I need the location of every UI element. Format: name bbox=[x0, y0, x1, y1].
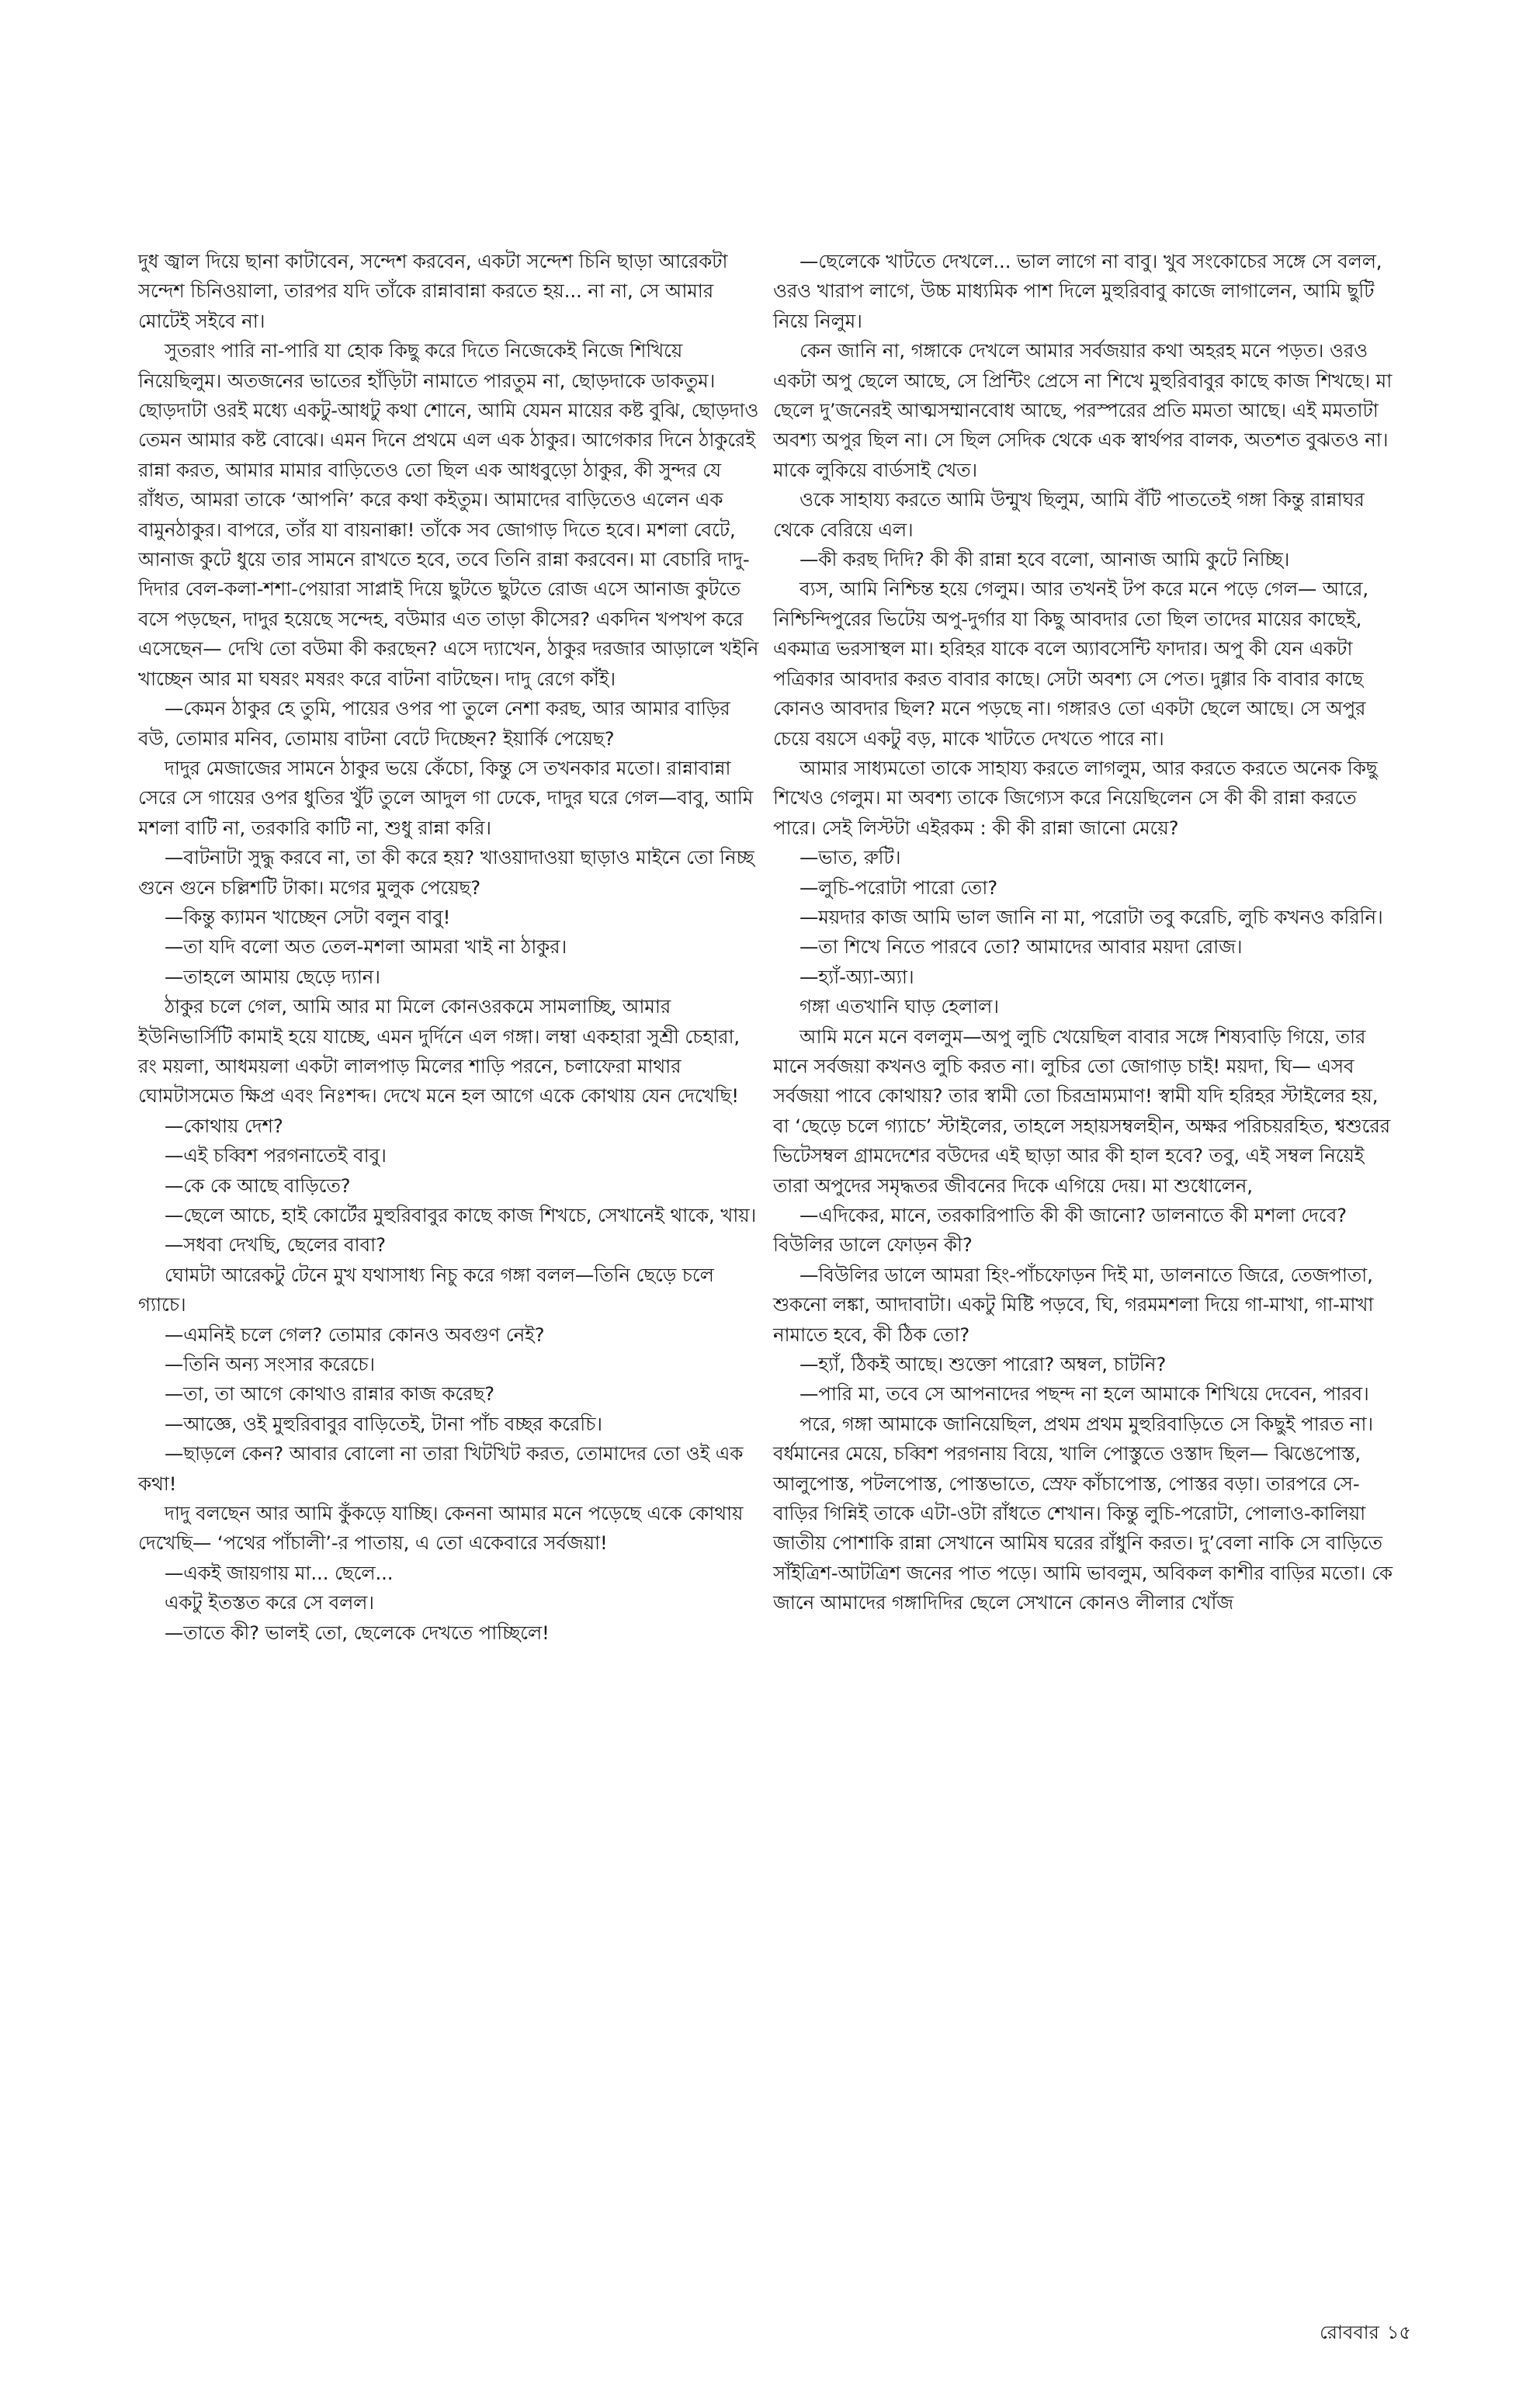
paragraph: —একই জায়গায় মা... ছেলে... bbox=[165, 1561, 394, 1584]
paragraph: —তাহলে আমায় ছেড়ে দ্যান। bbox=[165, 965, 380, 988]
paragraph: ওকে সাহায্য করতে আমি উন্মুখ ছিলুম, আমি বঁটি পাততেই গঙ্গা কিন্তু রান্নাঘর থেকে বেরিয়ে এল। bbox=[773, 488, 1365, 541]
paragraph: ব্যস, আমি নিশ্চিন্ত হয়ে গেলুম। আর তখনই টপ করে মনে পড়ে গেল— আরে, নিশ্চিন্দিপুরের ভিটেয় অপু-দুর্গার যা কিছু আবদার তো ছিল তাদের মায়ের কাছেই, একমাত্র ভরসাস্থল মা। হরিহর যাকে বলে অ্যাবসেন্টি ফাদার। অপু কী যেন একটা পত্রিকার আবদার করত বাবার কাছে। সেটা অবশ্য সে পেত। দুগ্গার কি বাবার কাছে কোনও আবদার ছিল? মনে পড়ছে না। গঙ্গারও তো একটা ছেলে আছে। সে অপুর চেয়ে বয়সে একটু বড়, মাকে খাটতে দেখতে পারে না। bbox=[773, 577, 1368, 750]
paragraph: —তিনি অন্য সংসার করেচে। bbox=[165, 1353, 375, 1376]
paragraph: —কিন্তু ক্যামন খাচ্ছেন সেটা বলুন বাবু! bbox=[165, 905, 451, 928]
paragraph: —তা যদি বলো অত তেল-মশলা আমরা খাই না ঠাকুর। bbox=[165, 935, 567, 959]
paragraph: —কী করছ দিদি? কী কী রান্না হবে বলো, আনাজ আমি কুটে নিচ্ছি। bbox=[799, 548, 1290, 571]
paragraph: —এমনিই চলে গেল? তোমার কোনও অবগুণ নেই? bbox=[165, 1323, 545, 1346]
page-footer bbox=[1264, 2321, 1411, 2344]
right-text-column bbox=[773, 247, 1394, 1618]
paragraph: —হ্যাঁ, ঠিকই আছে। শুক্তো পারো? অম্বল, চাটনি? bbox=[799, 1353, 1167, 1376]
paragraph: আমি মনে মনে বললুম—অপু লুচি খেয়েছিল বাবার সঙ্গে শিষ্যবাড়ি গিয়ে, তার মানে সর্বজয়া কখনও লুচি করত না। লুচির তো জোগাড় চাই! ময়দা, ঘি— এসব সর্বজয়া পাবে কোথায়? তার স্বামী তো চিরভ্রাম্যমাণ! স্বামী যদি হরিহর স্টাইলের হয়, বা ‘ছেড়ে চলে গ্যাচে’ স্টাইলের, তাহলে সহায়সম্বলহীন, অক্ষর পরিচয়রহিত, শ্বশুরের ভিটেসম্বল গ্রামদেশের বউদের এই ছাড়া আর কী হাল হবে? তবু, এই সম্বল নিয়েই তারা অপুদের সমৃদ্ধতর জীবনের দিকে এগিয়ে দেয়। মা শুধোলেন, bbox=[773, 1025, 1390, 1197]
paragraph: —লুচি-পরোটা পারো তো? bbox=[799, 876, 998, 899]
paragraph: —বিউলির ডালে আমরা হিং-পাঁচফোড়ন দিই মা, ডালনাতে জিরে, তেজপাতা, শুকনো লঙ্কা, আদাবাটা। একটু মিষ্টি পড়বে, ঘি, গরমমশলা দিয়ে গা-মাখা, গা-মাখা নামাতে হবে, কী ঠিক তো? bbox=[773, 1263, 1374, 1346]
section-name: রোববার bbox=[1320, 2322, 1379, 2343]
paragraph: —সধবা দেখছি, ছেলের বাবা? bbox=[165, 1233, 386, 1257]
paragraph: ঘোমটা আরেকটু টেনে মুখ যথাসাধ্য নিচু করে গঙ্গা বলল—তিনি ছেড়ে চলে গ্যাচে। bbox=[138, 1263, 714, 1316]
paragraph: —তাতে কী? ভালই তো, ছেলেকে দেখতে পাচ্ছিলে! bbox=[165, 1621, 550, 1644]
paragraph: দুধ জ্বাল দিয়ে ছানা কাটাবেন, সন্দেশ করবেন, একটা সন্দেশ চিনি ছাড়া আরেকটা সন্দেশ চিনিওয়ালা, তারপর যদি তাঁকে রান্নাবান্না করতে হয়... না না, সে আমার মোটেই সইবে না। bbox=[138, 250, 728, 332]
paragraph: —কোথায় দেশ? bbox=[165, 1114, 283, 1137]
page-number: ১৫ bbox=[1386, 2322, 1411, 2343]
paragraph: —ময়দার কাজ আমি ভাল জানি না মা, পরোটা তবু করেচি, লুচি কখনও করিনি। bbox=[799, 905, 1383, 928]
paragraph: —পারি মা, তবে সে আপনাদের পছন্দ না হলে আমাকে শিখিয়ে দেবেন, পারব। bbox=[799, 1382, 1369, 1406]
paragraph: —আজ্ঞে, ওই মুহুরিবাবুর বাড়িতেই, টানা পাঁচ বচ্ছর করেচি। bbox=[165, 1412, 602, 1435]
paragraph: দাদুর মেজাজের সামনে ঠাকুর ভয়ে কেঁচো, কিন্তু সে তখনকার মতো। রান্নাবান্না সেরে সে গায়ের ওপর ধুতির খুঁট তুলে আদুল গা ঢেকে, দাদুর ঘরে গেল—বাবু, আমি মশলা বাটি না, তরকারি কাটি না, শুধু রান্না করি। bbox=[138, 756, 754, 839]
paragraph: —কে কে আছে বাড়িতে? bbox=[165, 1174, 351, 1197]
paragraph: —ভাত, রুটি। bbox=[799, 846, 901, 869]
paragraph: —কেমন ঠাকুর হে তুমি, পায়ের ওপর পা তুলে নেশা করছ, আর আমার বাড়ির বউ, তোমার মনিব, তোমায় বাটনা বেটে দিচ্ছেন? ইয়ার্কি পেয়েছ? bbox=[138, 697, 730, 750]
paragraph: দাদু বলছেন আর আমি কুঁকড়ে যাচ্ছি। কেননা আমার মনে পড়েছে একে কোথায় দেখেছি— ‘পথের পাঁচালী’-র পাতায়, এ তো একেবারে সর্বজয়া! bbox=[138, 1502, 744, 1555]
paragraph: একটু ইতস্তত করে সে বলল। bbox=[165, 1591, 374, 1614]
paragraph: —ছাড়লে কেন? আবার বোলো না তারা খিটখিট করত, তোমাদের তো ওই এক কথা! bbox=[138, 1442, 744, 1495]
paragraph: —হ্যাঁ-অ্যা-অ্যা। bbox=[799, 965, 914, 988]
paragraph: পরে, গঙ্গা আমাকে জানিয়েছিল, প্রথম প্রথম মুহুরিবাড়িতে সে কিছুই পারত না। বর্ধমানের মেয়ে, চব্বিশ পরগনায় বিয়ে, খালি পোস্তুতে ওস্তাদ ছিল— ঝিঙেপোস্ত, আলুপোস্ত, পটলপোস্ত, পোস্তভাতে, স্রেফ কাঁচাপোস্ত, পোস্তর বড়া। তারপরে সে-বাড়ির গিন্নিই তাকে এটা-ওটা রাঁধতে শেখান। কিন্তু লুচি-পরোটা, পোলাও-কালিয়া জাতীয় পোশাকি রান্না সেখানে আমিষ ঘরের রাঁধুনি করত। দু’বেলা নাকি সে বাড়িতে সাঁইত্রিশ-আটত্রিশ জনের পাত পড়ে। আমি ভাবলুম, অবিকল কাশীর বাড়ির মতো। কে জানে আমাদের গঙ্গাদিদির ছেলে সেখানে কোনও লীলার খোঁজ bbox=[773, 1412, 1393, 1614]
paragraph: আমার সাধ্যমতো তাকে সাহায্য করতে লাগলুম, আর করতে করতে অনেক কিছু শিখেও গেলুম। মা অবশ্য তাকে জিগ্যেস করে নিয়েছিলেন সে কী কী রান্না করতে পারে। সেই লিস্টটা এইরকম : কী কী রান্না জানো মেয়ে? bbox=[773, 756, 1378, 839]
paragraph: —ছেলে আচে, হাই কোর্টের মুহুরিবাবুর কাছে কাজ শিখচে, সেখানেই থাকে, খায়। bbox=[165, 1204, 757, 1226]
paragraph: —এই চব্বিশ পরগনাতেই বাবু। bbox=[165, 1144, 387, 1167]
paragraph: ঠাকুর চলে গেল, আমি আর মা মিলে কোনওরকমে সামলাচ্ছি, আমার ইউনিভার্সিটি কামাই হয়ে যাচ্ছে, এমন দুর্দিনে এল গঙ্গা। লম্বা একহারা সুশ্রী চেহারা, রং ময়লা, আধময়লা একটা লালপাড় মিলের শাড়ি পরনে, চলাফেরা মাথার ঘোমটাসমেত ক্ষিপ্র এবং নিঃশব্দ। দেখে মনে হল আগে একে কোথায় যেন দেখেছি! bbox=[138, 995, 741, 1108]
left-text-column bbox=[138, 247, 759, 1648]
paragraph: গঙ্গা এতখানি ঘাড় হেলাল। bbox=[799, 995, 999, 1018]
paragraph: —তা, তা আগে কোথাও রান্নার কাজ করেছ? bbox=[165, 1382, 494, 1406]
paragraph: সুতরাং পারি না-পারি যা হোক কিছু করে দিতে নিজেকেই নিজে শিখিয়ে নিয়েছিলুম। অতজনের ভাতের হাঁড়িটা নামাতে পারতুম না, ছোড়দাকে ডাকতুম। ছোড়দাটা ওরই মধ্যে একটু-আধটু কথা শোনে, আমি যেমন মায়ের কষ্ট বুঝি, ছোড়দাও তেমন আমার কষ্ট বোঝে। এমন দিনে প্রথমে এল এক ঠাকুর। আগেকার দিনে ঠাকুরেই রান্না করত, আমার মামার বাড়িতেও তো ছিল এক আধবুড়ো ঠাকুর, কী সুন্দর যে রাঁধত, আমরা তাকে ‘আপনি’ করে কথা কইতুম। আমাদের বাড়িতেও এলেন এক বামুনঠাকুর। বাপরে, তাঁর যা বায়নাক্কা! তাঁকে সব জোগাড় দিতে হবে। মশলা বেটে, আনাজ কুটে ধুয়ে তার সামনে রাখতে হবে, তবে তিনি রান্না করবেন। মা বেচারি দাদু-দিদার বেল-কলা-শশা-পেয়ারা সাপ্লাই দিয়ে ছুটতে ছুটতে রোজ এসে আনাজ কুটতে বসে পড়ছেন, দাদুর হয়েছে সন্দেহ, বউমার এত তাড়া কীসের? একদিন খপখপ করে এসেছেন— দেখি তো বউমা কী করছেন? এসে দ্যাখেন, ঠাকুর দরজার আড়ালে খইনি খাচ্ছেন আর মা ঘষরং মষরং করে বাটনা বাটছেন। দাদু রেগে কাঁই। bbox=[138, 339, 759, 690]
paragraph: —এদিকের, মানে, তরকারিপাতি কী কী জানো? ডালনাতে কী মশলা দেবে? বিউলির ডালে ফোড়ন কী? bbox=[773, 1204, 1348, 1257]
paragraph: —বাটনাটা সুদ্ধু করবে না, তা কী করে হয়? খাওয়াদাওয়া ছাড়াও মাইনে তো নিচ্ছ গুনে গুনে চল্লিশটি টাকা। মগের মুলুক পেয়েছ? bbox=[138, 846, 754, 899]
paragraph: —ছেলেকে খাটতে দেখলে... ভাল লাগে না বাবু। খুব সংকোচের সঙ্গে সে বলল, ওরও খারাপ লাগে, উচ্চ মাধ্যমিক পাশ দিলে মুহুরিবাবু কাজে লাগালেন, আমি ছুটি নিয়ে নিলুম। bbox=[773, 250, 1382, 332]
paragraph: —তা শিখে নিতে পারবে তো? আমাদের আবার ময়দা রোজ। bbox=[799, 935, 1243, 959]
paragraph: কেন জানি না, গঙ্গাকে দেখলে আমার সর্বজয়ার কথা অহরহ মনে পড়ত। ওরও একটা অপু ছেলে আছে, সে প্রিন্টিং প্রেসে না শিখে মুহুরিবাবুর কাছে কাজ শিখছে। মা ছেলে দু’জনেরই আত্মসম্মানবোধ আছে, পরস্পরের প্রতি মমতা আছে। এই মমতাটা অবশ্য অপুর ছিল না। সে ছিল সেদিক থেকে এক স্বার্থপর বালক, অতশত বুঝতও না। মাকে লুকিয়ে বার্ডসাই খেত। bbox=[773, 339, 1393, 481]
